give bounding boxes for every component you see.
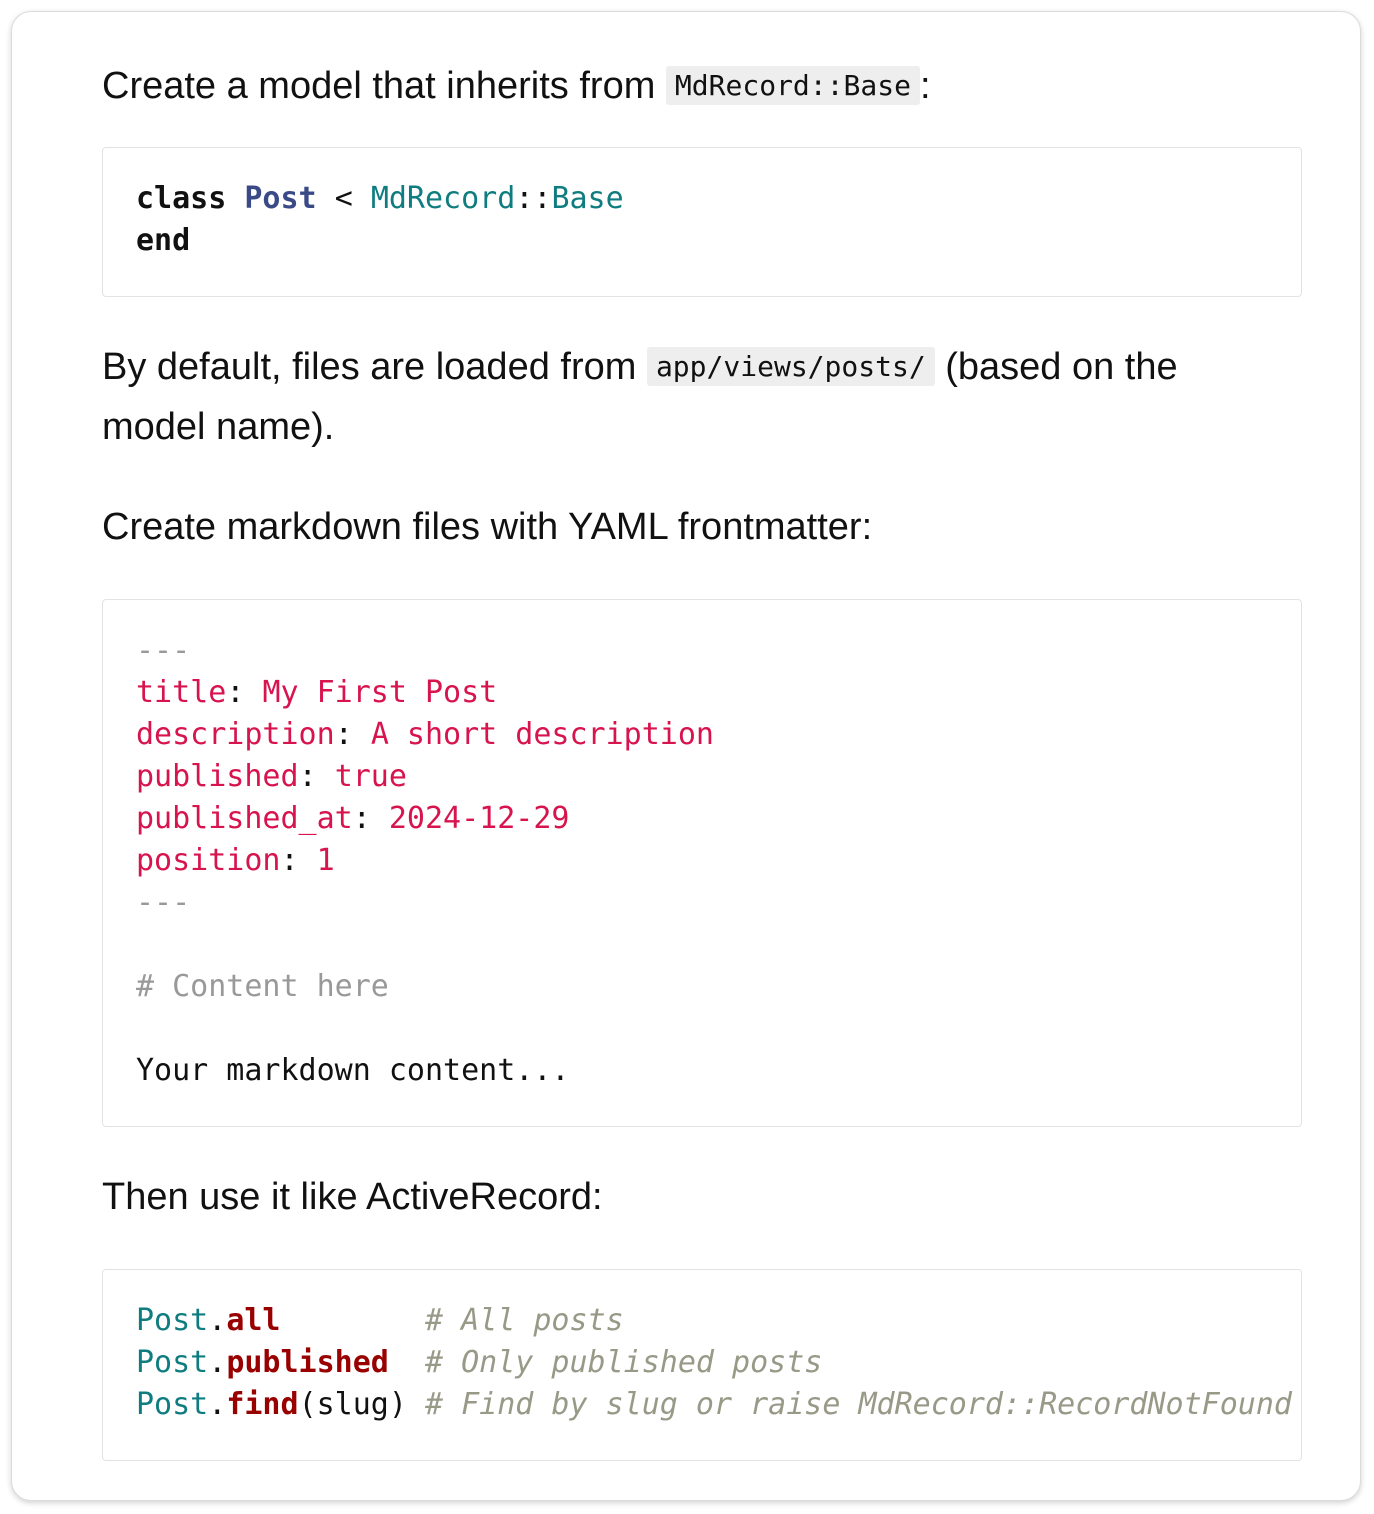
frontmatter-code-block [102, 599, 1302, 1127]
usage-method: published [226, 1345, 389, 1380]
model-code-block [102, 147, 1302, 297]
scope-separator: :: [515, 181, 552, 216]
usage-object: Post [136, 1387, 209, 1422]
yaml-value: true [334, 759, 407, 794]
inline-code-mdrecord-base: MdRecord::Base [666, 66, 920, 105]
default-path-paragraph [102, 337, 1282, 457]
intro-paragraph [102, 56, 1292, 116]
inline-code-path: app/views/posts/ [647, 347, 935, 386]
usage-object: Post [136, 1345, 209, 1380]
class-name: Post [244, 181, 317, 216]
keyword: end [136, 223, 191, 258]
usage-pad [281, 1303, 426, 1338]
yaml-key: description [136, 717, 335, 752]
default-path-suffix: (based on the model name). [102, 346, 1178, 448]
default-path-text: By default, files are loaded from [102, 346, 647, 388]
readme-card [11, 11, 1361, 1501]
usage-args: (slug) [298, 1387, 407, 1422]
yaml-field: description: A short description [136, 717, 714, 752]
yaml-field: published_at: 2024-12-29 [136, 801, 570, 836]
yaml-field: published: true [136, 759, 407, 794]
blank-line [136, 1008, 1268, 1050]
yaml-value: A short description [370, 717, 714, 752]
yaml-value: 2024-12-29 [388, 801, 570, 836]
intro-text: Create a model that inherits from [102, 65, 666, 107]
yaml-value: My First Post [262, 675, 498, 710]
yaml-key: position [136, 843, 281, 878]
parent-namespace: MdRecord [370, 181, 516, 216]
markdown-body: Your markdown content... [136, 1053, 570, 1088]
usage-comment: # All posts [425, 1303, 624, 1338]
usage-intro: Then use it like ActiveRecord: [102, 1176, 603, 1218]
usage-line: Post.find(slug) # Find by slug or raise MdRecord::RecordNotFound [136, 1387, 1292, 1422]
code-line [136, 220, 1268, 262]
usage-method: all [226, 1303, 281, 1338]
yaml-key: published [136, 759, 299, 794]
usage-code-block [102, 1269, 1302, 1461]
yaml-value: 1 [316, 843, 335, 878]
yaml-dashes: --- [136, 885, 191, 920]
frontmatter-intro: Create markdown files with YAML frontmatter: [102, 506, 873, 548]
usage-line: Post.published # Only published posts [136, 1345, 823, 1380]
usage-pad [407, 1387, 425, 1422]
usage-line: Post.all # All posts [136, 1303, 624, 1338]
yaml-field: position: 1 [136, 843, 335, 878]
blank-line [136, 924, 1268, 966]
usage-comment: # Only published posts [425, 1345, 823, 1380]
yaml-field: title: My First Post [136, 675, 498, 710]
usage-method: find [226, 1387, 299, 1422]
usage-comment: # Find by slug or raise MdRecord::RecordNotFound [425, 1387, 1292, 1422]
keyword: class [136, 181, 227, 216]
usage-object: Post [136, 1303, 209, 1338]
yaml-dashes: --- [136, 633, 191, 668]
usage-pad [389, 1345, 425, 1380]
operator: < [334, 181, 353, 216]
intro-suffix: : [919, 65, 931, 107]
code-line [136, 178, 1268, 220]
yaml-key: title [136, 675, 227, 710]
markdown-heading: # Content here [136, 969, 389, 1004]
parent-class: Base [551, 181, 624, 216]
yaml-key: published_at [136, 801, 353, 836]
